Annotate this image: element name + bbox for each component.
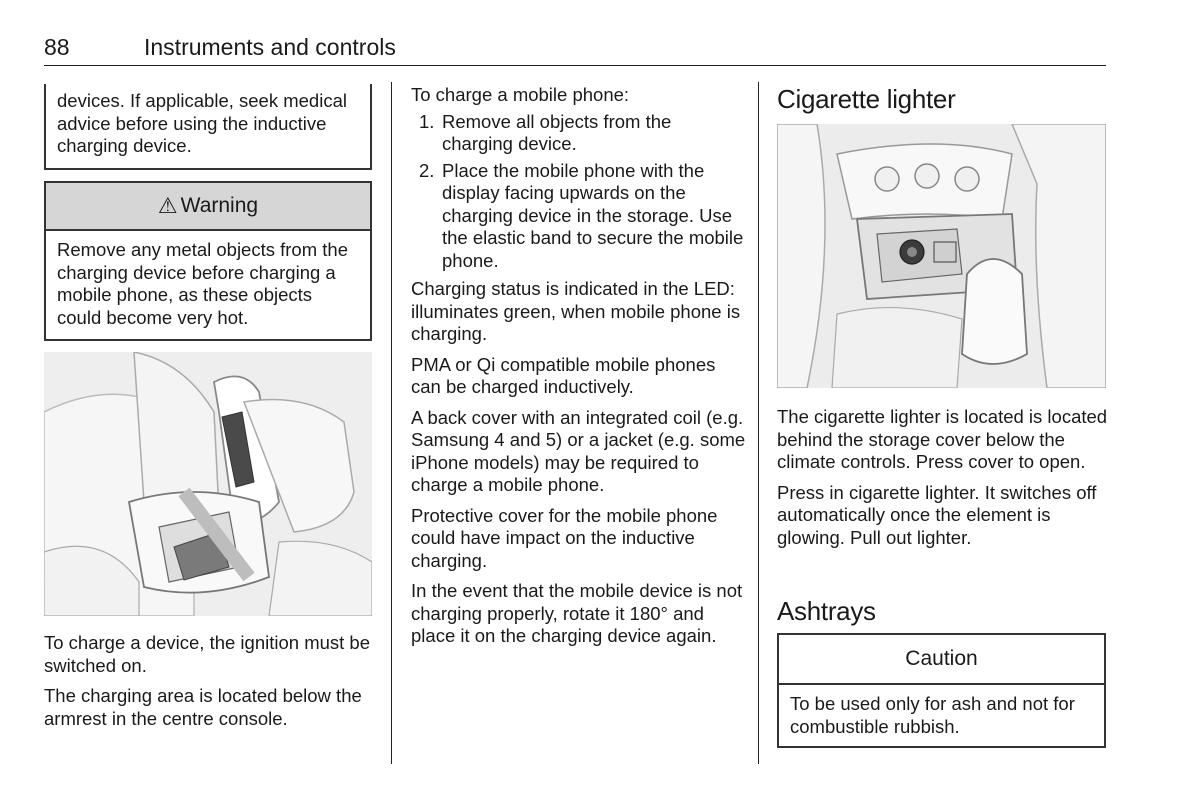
paragraph: In the event that the mobile device is not charging properly, rotate it 180° and place it on the charging device again. [411,580,743,646]
warning-header [46,183,370,231]
page-number: 88 [44,34,70,60]
continued-notice-box [44,84,372,170]
paragraph: PMA or Qi compatible mobile phones can be charged inductively. [411,353,716,397]
section-title: Instruments and controls [144,34,396,60]
paragraph: A back cover with an integrated coil (e.g. Samsung 4 and 5) or a jacket (e.g. some iPhone models) may be required to charge a mobile phone. [411,406,746,495]
paragraph: Charging status is indicated in the LED: illuminates green, when mobile phone is charging. [411,278,741,344]
list-item [411,111,746,156]
paragraph: The cigarette lighter is located is located behind the storage cover below the climate controls. Press cover to open. [777,406,1108,472]
paragraph: Press in cigarette lighter. It switches off automatically once the element is glowing. Pull out lighter. [777,481,1097,548]
caution-text: To be used only for ash and not for combustible rubbish. [790,693,1075,737]
heading-cigarette-lighter: Cigarette lighter [777,84,956,114]
steps-list [411,111,746,273]
step-text: Place the mobile phone with the display facing upwards on the charging device in the storage. Use the elastic band to secure the mobile phone. [442,159,744,271]
list-item [411,160,746,273]
column-3-text [777,406,1112,557]
column-1-text [44,632,379,738]
continued-notice-text: devices. If applicable, seek medical advice before using the inductive charging device. [57,90,347,156]
paragraph: The charging area is located below the armrest in the centre console. [44,685,362,729]
step-text: Remove all objects from the charging device. [442,110,672,154]
column-2-text [411,84,746,656]
warning-text: Remove any metal objects from the charging device before charging a mobile phone, as these objects could become very hot. [57,239,348,328]
warning-triangle-icon: ⚠ [157,193,178,218]
caution-box [777,633,1106,748]
paragraph: Protective cover for the mobile phone could have impact on the inductive charging. [411,504,718,571]
heading-ashtrays: Ashtrays [777,596,876,626]
warning-box [44,181,372,341]
charging-area-illustration [44,352,372,616]
column-divider-2 [758,82,759,764]
step-number: 1. [419,110,435,132]
steps-intro: To charge a mobile phone: [411,84,630,105]
step-number: 2. [419,159,435,181]
cigarette-lighter-illustration [777,124,1106,388]
column-divider-1 [391,82,392,764]
page-header [44,34,1106,66]
caution-header: Caution [779,635,1104,685]
paragraph: To charge a device, the ignition must be switched on. [44,632,370,676]
warning-title: Warning [180,194,259,217]
